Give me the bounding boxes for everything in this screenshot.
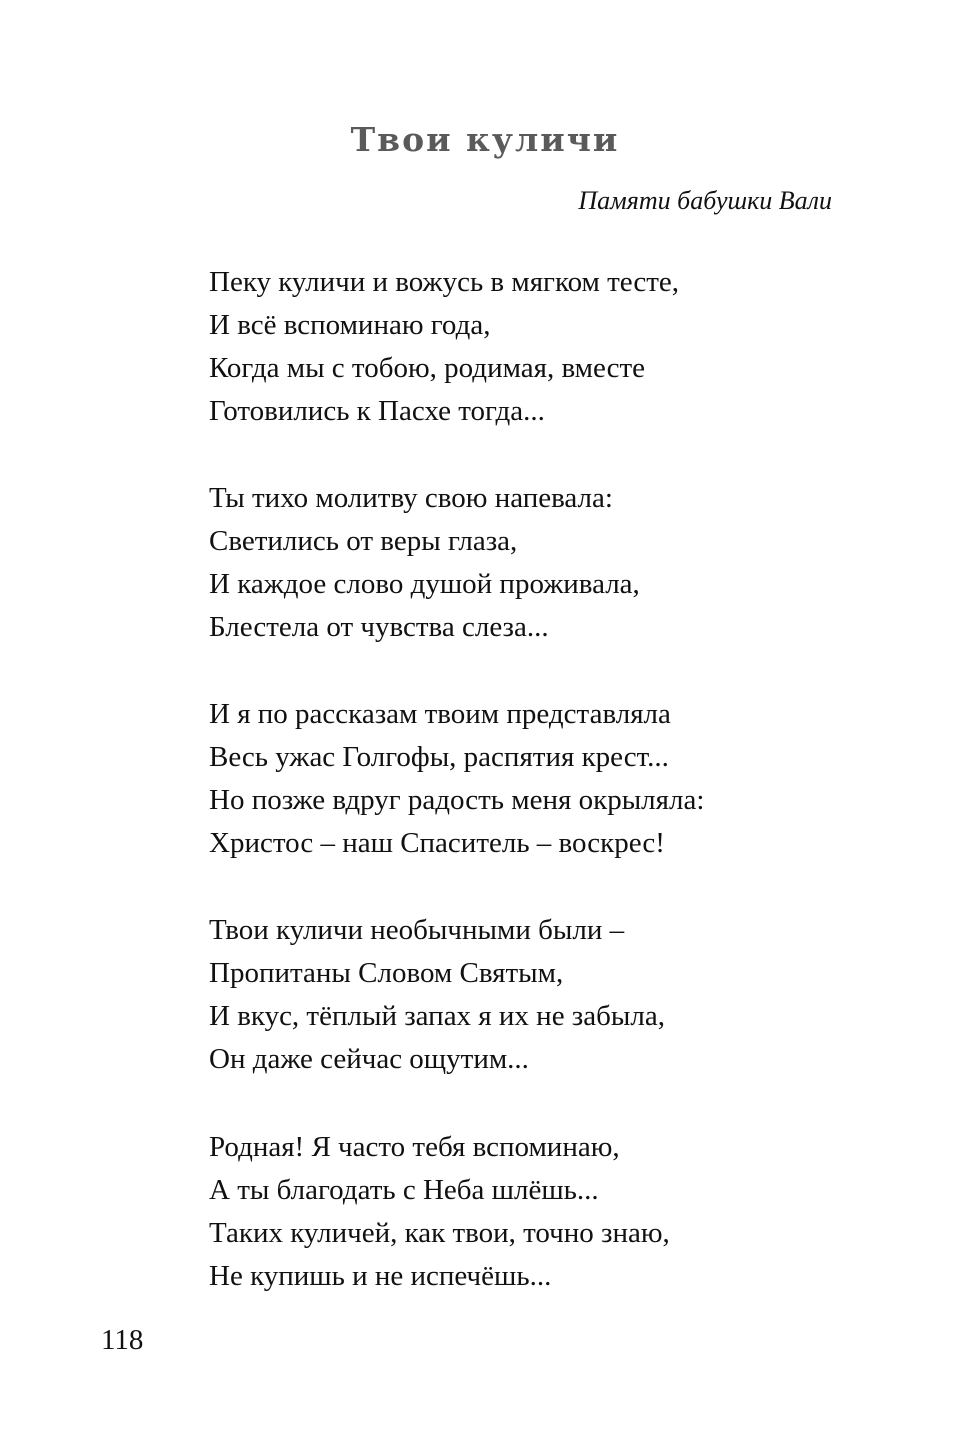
poem-line: Ты тихо молитву свою напевала: bbox=[209, 482, 613, 514]
stanza-3 bbox=[209, 693, 849, 865]
page-number: 118 bbox=[101, 1324, 144, 1356]
poem-line: Светились от веры глаза, bbox=[209, 525, 518, 557]
poem-line: Он даже сейчас ощутим... bbox=[209, 1043, 529, 1075]
poem-line: Таких куличей, как твои, точно знаю, bbox=[209, 1217, 670, 1249]
poem-line: Когда мы с тобою, родимая, вместе bbox=[209, 352, 646, 384]
poem-title: Твои куличи bbox=[350, 120, 620, 160]
stanza-1 bbox=[209, 261, 849, 433]
stanza-5 bbox=[209, 1126, 849, 1298]
poem-line: И каждое слово душой проживала, bbox=[209, 568, 640, 600]
dedication: Памяти бабушки Вали bbox=[578, 186, 832, 215]
stanza-2 bbox=[209, 477, 849, 649]
poem-line: Блестела от чувства слеза... bbox=[209, 611, 549, 643]
poem-line: Пропитаны Словом Святым, bbox=[209, 957, 564, 989]
poem-line: И я по рассказам твоим представляла bbox=[209, 698, 671, 730]
poem-line: А ты благодать с Неба шлёшь... bbox=[209, 1174, 599, 1206]
poem-line: Твои куличи необычными были – bbox=[209, 914, 625, 946]
poem-line: Христос – наш Спаситель – воскрес! bbox=[209, 827, 665, 859]
poem-line: И вкус, тёплый запах я их не забыла, bbox=[209, 1000, 665, 1032]
poem-line: Пеку куличи и вожусь в мягком тесте, bbox=[209, 266, 680, 298]
stanza-4 bbox=[209, 909, 849, 1081]
poem-line: Готовились к Пасхе тогда... bbox=[209, 395, 545, 427]
poem-line: Родная! Я часто тебя вспоминаю, bbox=[209, 1131, 620, 1163]
poem-line: Но позже вдруг радость меня окрыляла: bbox=[209, 784, 705, 816]
poem-line: Не купишь и не испечёшь... bbox=[209, 1260, 552, 1292]
poem-line: И всё вспоминаю года, bbox=[209, 309, 491, 341]
poem-line: Весь ужас Голгофы, распятия крест... bbox=[209, 741, 669, 773]
